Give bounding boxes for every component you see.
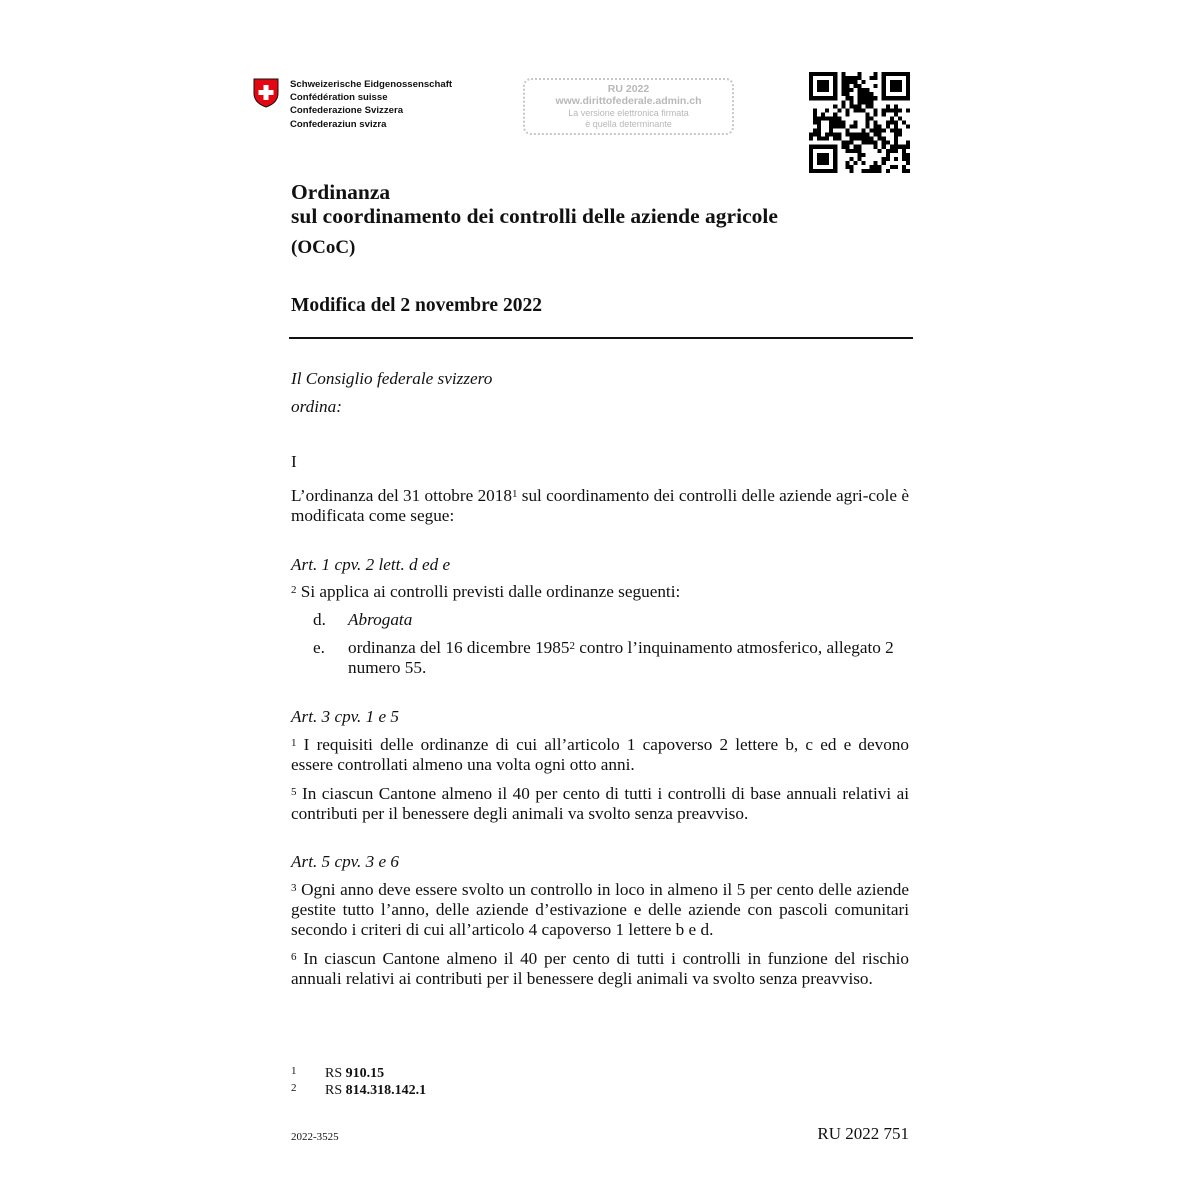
official-compilation-ref: RU 2022 751	[817, 1124, 909, 1143]
art1-item-e-letter: e.	[313, 638, 325, 657]
stamp-url[interactable]: www.dirittofederale.admin.ch	[555, 95, 702, 107]
art1-item-e-b: contro l’inquinamento atmosferico, allegato 2 numero 55.	[348, 638, 894, 677]
art5-p6-number: 6	[291, 951, 297, 963]
art1-para-text: Si applica ai controlli previsti dalle ordinanze seguenti:	[296, 582, 681, 601]
art1-item-d-text: Abrogata	[348, 610, 413, 629]
art3-p1-text: I requisiti delle ordinanze di cui all’articolo 1 capoverso 2 lettere b, c ed e devono essere controllati almeno una volta ogni otto anni.	[291, 735, 909, 774]
art3-paragraph-5	[291, 784, 909, 824]
art1-item-d-letter: d.	[313, 610, 326, 629]
agency-name-rm: Confederaziun svizra	[290, 118, 387, 130]
footnote-2	[291, 1080, 426, 1099]
title-line-1: Ordinanza	[291, 180, 391, 204]
art3-p5-number: 5	[291, 786, 297, 798]
stamp-note-1: La versione elettronica firmata	[568, 108, 689, 118]
section-number: I	[291, 452, 297, 471]
art5-p6-text: In ciascun Cantone almeno il 40 per cento di tutti i controlli in funzione del rischio annuali relativi ai contributi per il benessere degli animali va svolto senza preavviso.	[291, 949, 909, 988]
footnote-ref-1[interactable]: 1	[511, 488, 518, 500]
art3-p1-number: 1	[291, 737, 297, 749]
art1-item-e-text	[348, 638, 910, 678]
art1-para-number: 2	[291, 584, 297, 596]
intro-paragraph	[291, 486, 909, 526]
document-code: 2022-3525	[291, 1131, 339, 1143]
art5-heading: Art. 5 cpv. 3 e 6	[291, 852, 400, 871]
agency-names	[290, 78, 452, 131]
footnote-1-ref[interactable]: 910.15	[345, 1066, 385, 1081]
title-divider	[289, 337, 913, 339]
title-abbreviation: (OCoC)	[291, 237, 356, 258]
intro-text-b: sul coordinamento dei controlli delle aziende agri-cole è modificata come segue:	[291, 486, 909, 525]
intro-text-a: L’ordinanza del 31 ottobre 2018	[291, 486, 512, 505]
art1-heading: Art. 1 cpv. 2 lett. d ed e	[291, 555, 451, 574]
art1-item-e-a: ordinanza del 16 dicembre 1985	[348, 638, 570, 657]
preamble-authority: Il Consiglio federale svizzero	[291, 369, 493, 388]
art5-paragraph-6	[291, 949, 909, 989]
title-line-2: sul coordinamento dei controlli delle aziende agricole	[291, 204, 778, 228]
electronic-signature-stamp	[523, 78, 734, 135]
agency-name-it: Confederazione Svizzera	[290, 105, 404, 117]
document-title	[291, 180, 778, 260]
stamp-note-2: è quella determinante	[585, 119, 672, 129]
art5-paragraph-3	[291, 880, 909, 940]
art5-p3-number: 3	[291, 882, 297, 894]
swiss-crest-icon	[253, 78, 279, 108]
art3-p5-text: In ciascun Cantone almeno il 40 per cento di tutti i controlli di base annuali relativi ai contributi per il benessere degli animali va svolto senza preavviso.	[291, 784, 909, 823]
art5-p3-text: Ogni anno deve essere svolto un controllo in loco in almeno il 5 per cento delle aziende gestite tutto l’anno, delle aziende d’estivazione e delle aziende con pascoli comunitari secondo i criteri di cui all’articolo 4 capoverso 1 lettere b e d.	[291, 880, 909, 939]
footnote-2-prefix: RS	[325, 1083, 346, 1098]
footnote-ref-2[interactable]: 2	[569, 640, 575, 652]
footnote-1-number: 1	[291, 1065, 297, 1077]
art3-heading: Art. 3 cpv. 1 e 5	[291, 707, 400, 726]
agency-name-fr: Confédération suisse	[290, 92, 388, 104]
footnote-1-prefix: RS	[325, 1066, 346, 1081]
modification-date: Modifica del 2 novembre 2022	[291, 295, 542, 316]
agency-name-de: Schweizerische Eidgenossenschaft	[290, 79, 453, 90]
footnote-2-ref[interactable]: 814.318.142.1	[345, 1083, 427, 1098]
footnote-2-number: 2	[291, 1082, 297, 1094]
art3-paragraph-1	[291, 735, 909, 775]
preamble-orders: ordina:	[291, 397, 342, 416]
art1-paragraph	[291, 582, 909, 602]
stamp-ru: RU 2022	[607, 83, 650, 95]
qr-code-icon	[809, 72, 910, 173]
